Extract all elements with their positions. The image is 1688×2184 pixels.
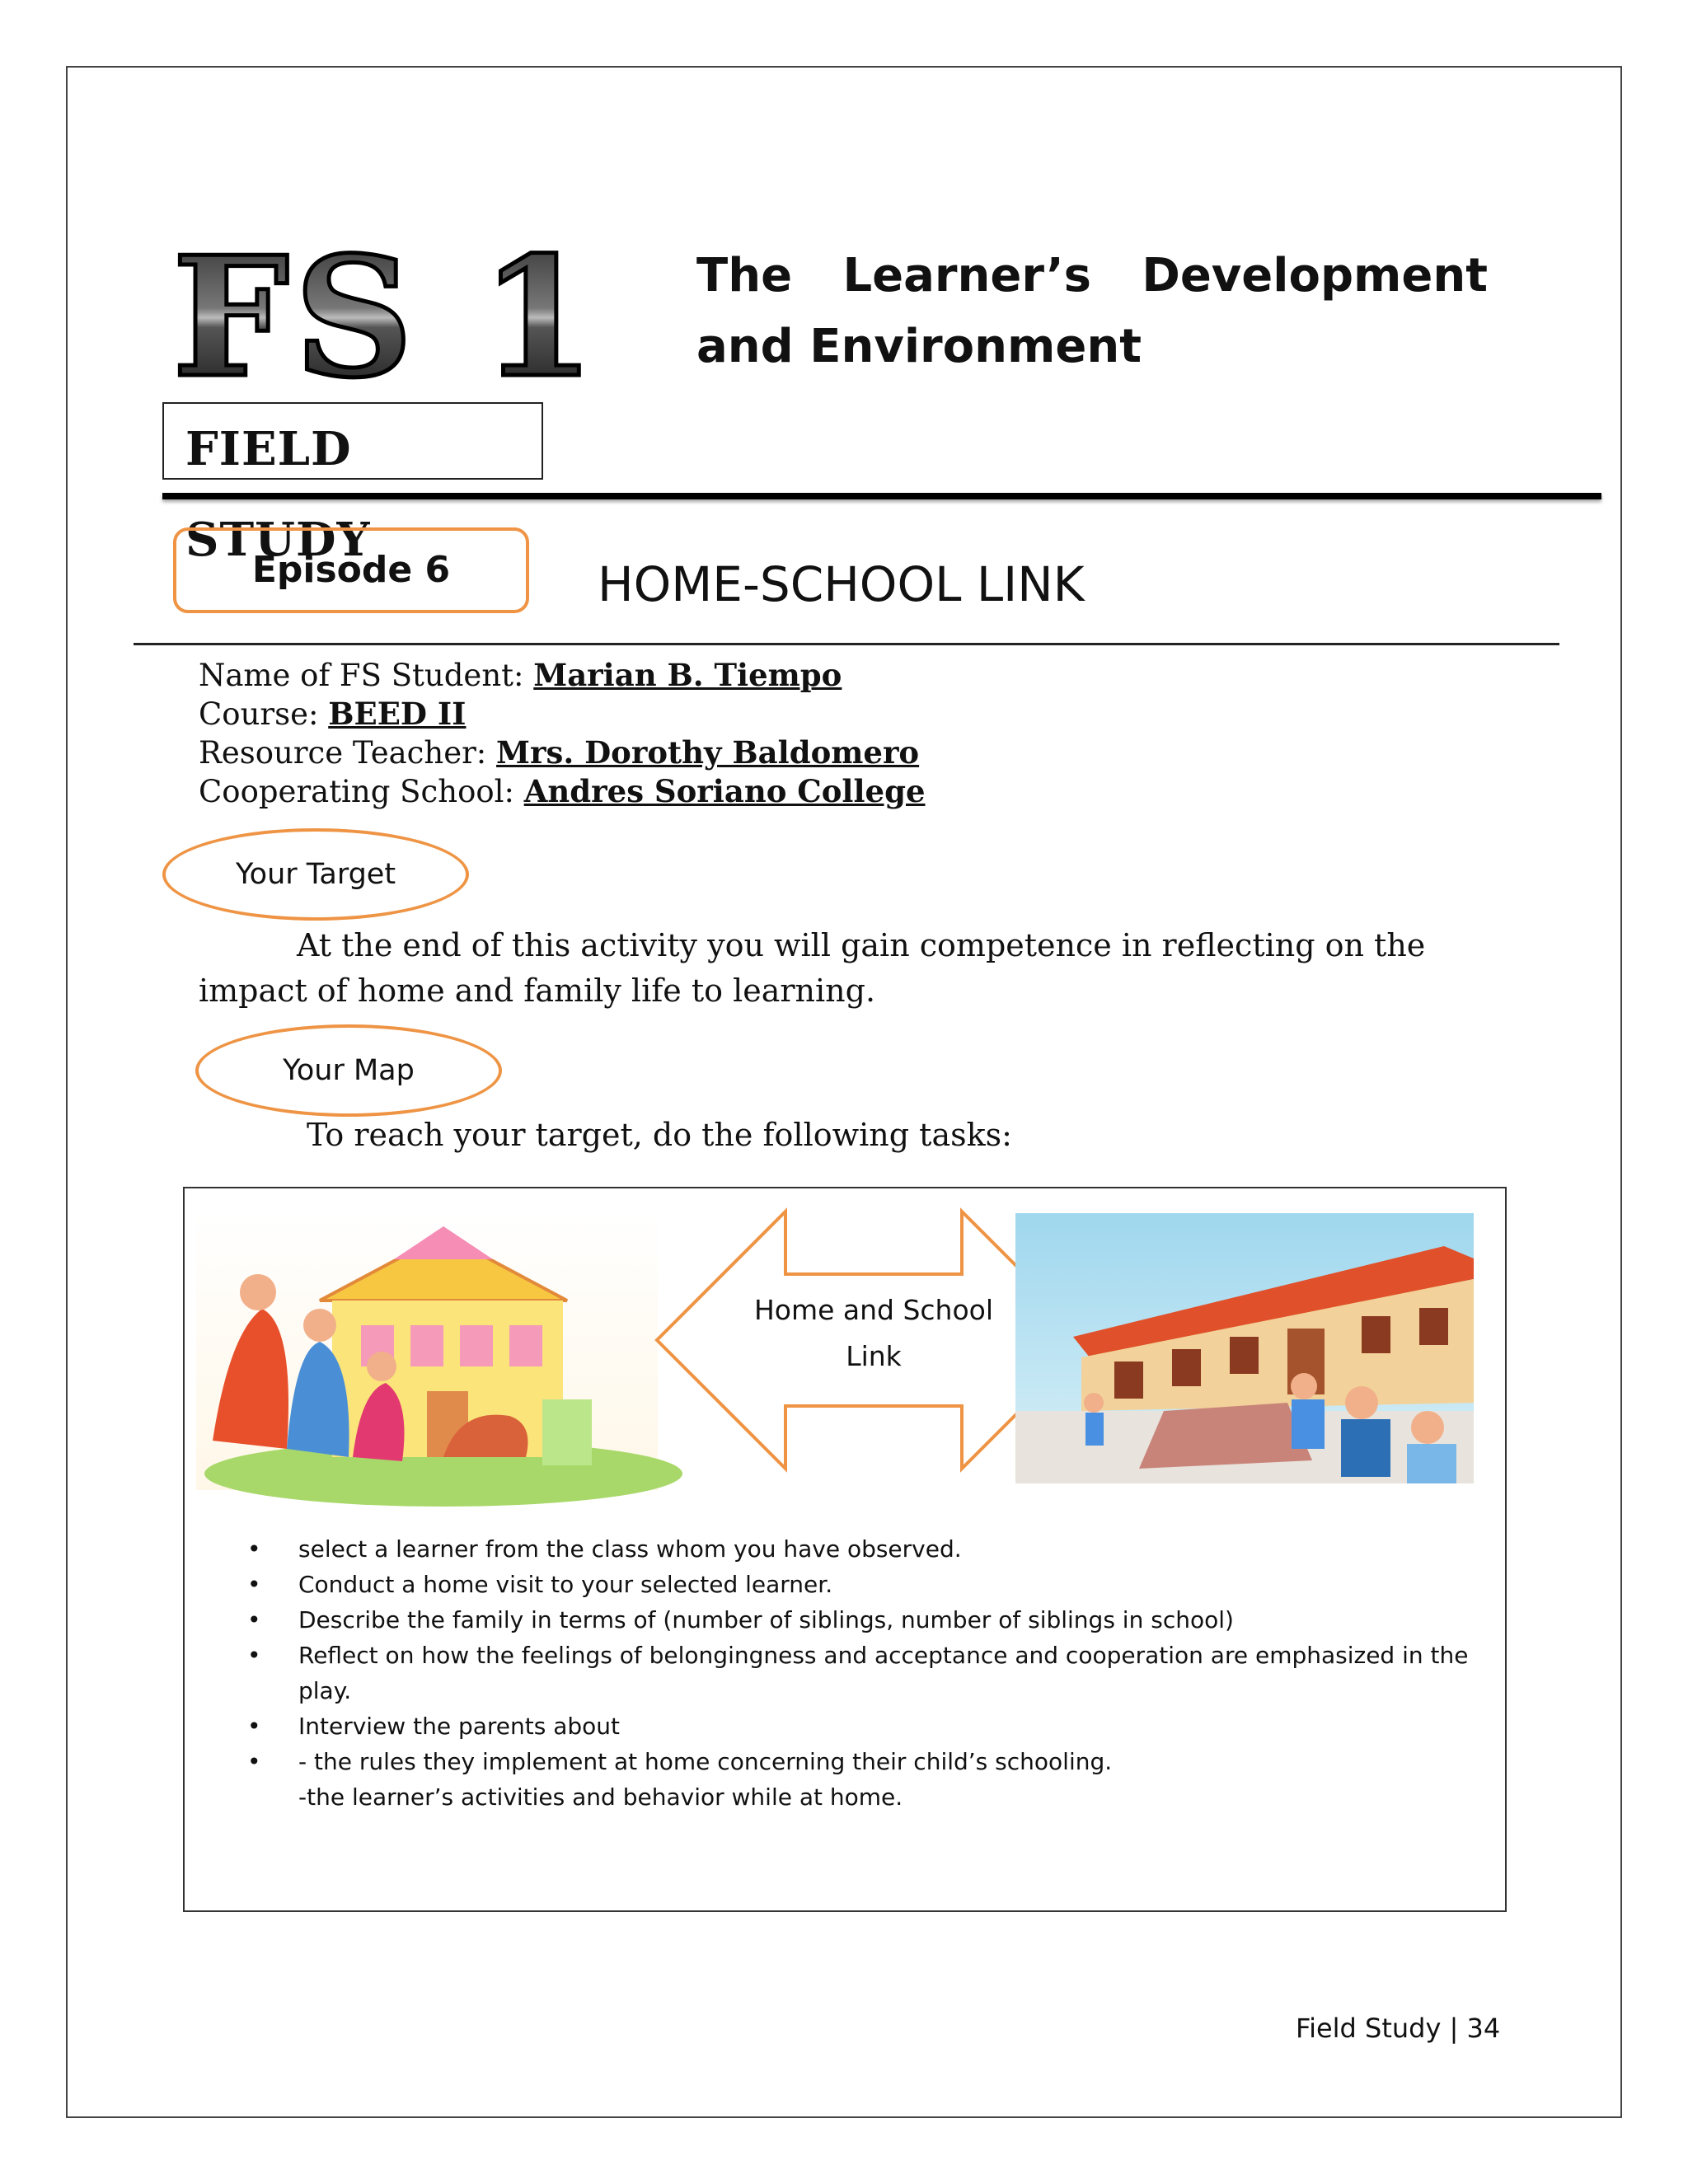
course-value: BEED II [328,696,467,732]
school-label: Cooperating School: [199,774,514,809]
field-study-label: FIELD STUDY [162,402,543,480]
your-map-label: Your Map [195,1024,502,1117]
list-item [247,1638,1500,1708]
student-name-row [199,656,926,695]
bullet-icon: • [247,1571,261,1598]
task-text: - the rules they implement at home concerning their child’s schooling. [298,1748,1113,1775]
task-text: Reflect on how the feelings of belongingness and acceptance and cooperation are emphasized in the play. [298,1642,1469,1704]
task-text: Conduct a home visit to your selected learner. [298,1571,833,1598]
map-text: To reach your target, do the following tasks: [307,1117,1012,1153]
arrow-label-line2: Link [846,1340,902,1372]
bullet-icon: • [247,1606,261,1633]
document-title: The Learner’s Development and Environment [696,249,1488,373]
arrow-label [738,1287,1010,1380]
list-item [247,1708,1500,1744]
header-divider [162,493,1601,499]
home-family-illustration [196,1210,658,1490]
your-target-label: Your Target [162,828,469,921]
student-info [199,656,926,811]
list-item-subline: -the learner’s activities and behavior while at home. [298,1783,903,1811]
fs1-logo [169,221,601,415]
episode-title: HOME-SCHOOL LINK [598,556,1085,612]
list-item [247,1567,1500,1602]
list-item [247,1744,1500,1779]
episode-badge: Episode 6 [173,527,529,613]
target-text-line2: impact of home and family life to learning. [199,972,876,1009]
list-item [247,1602,1500,1638]
target-text-line1: At the end of this activity you will gain competence in reflecting on the [297,927,1426,963]
course-row [199,695,926,733]
task-text: Interview the parents about [298,1713,621,1740]
logo-text: FS 1 [172,221,601,415]
bullet-icon: • [247,1748,261,1775]
tasks-list [247,1531,1500,1815]
task-text: Describe the family in terms of (number of siblings, number of siblings in school) [298,1606,1234,1633]
course-label: Course: [199,696,319,732]
list-item [247,1531,1500,1567]
school-row [199,772,926,811]
bullet-icon: • [247,1713,261,1740]
bullet-icon: • [247,1642,261,1669]
school-illustration [1015,1213,1474,1483]
bullet-icon: • [247,1535,261,1563]
student-name-value: Marian B. Tiempo [533,657,842,693]
episode-divider [134,643,1559,645]
student-name-label: Name of FS Student: [199,658,524,693]
teacher-row [199,733,926,772]
arrow-label-line1: Home and School [753,1294,994,1326]
teacher-label: Resource Teacher: [199,735,487,771]
school-value: Andres Soriano College [523,773,926,809]
page-footer: Field Study | 34 [1296,2013,1501,2044]
task-text: select a learner from the class whom you have observed. [298,1535,962,1563]
teacher-value: Mrs. Dorothy Baldomero [496,734,920,771]
